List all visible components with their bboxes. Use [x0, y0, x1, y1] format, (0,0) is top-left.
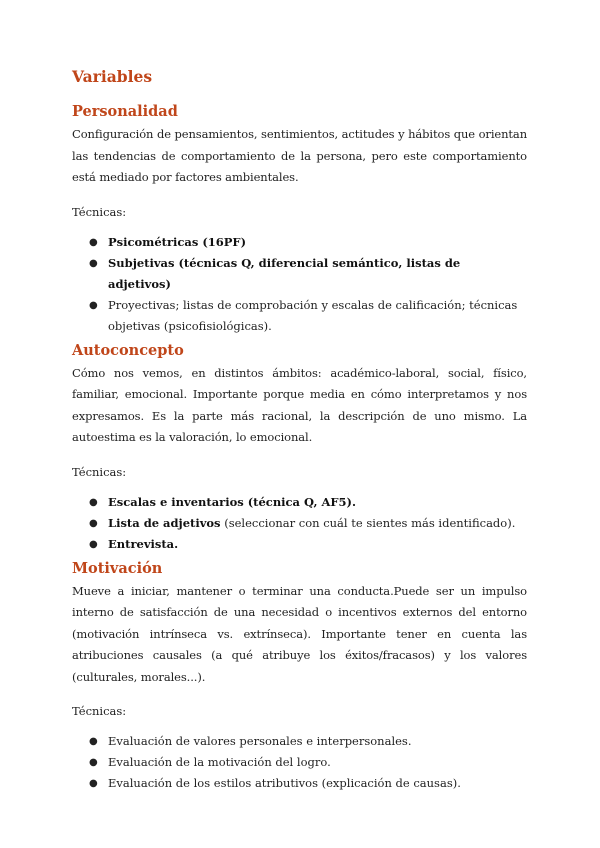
techniques-label: Técnicas:: [72, 204, 127, 219]
document-page: [72, 66, 527, 798]
section-heading: Personalidad: [72, 103, 178, 120]
bullet-icon: ●: [89, 257, 98, 269]
section-autoconcepto: [72, 341, 527, 555]
section-heading: Motivación: [72, 559, 163, 577]
bullet-icon: ●: [89, 236, 98, 248]
section-body: Cómo nos vemos, en distintos ámbitos: académico-laboral, social, físico, familiar, emocional. Importante porque media en cómo interpretamos y nos expresamos. Es la parte más racional, la descripción de uno mismo. La autoestima es la valoración, lo emocional.: [72, 365, 527, 444]
techniques-list: [72, 731, 527, 794]
list-item: [72, 253, 527, 295]
list-item: [72, 534, 527, 555]
list-item: [72, 232, 527, 253]
bullet-icon: ●: [89, 538, 98, 550]
bullet-icon: ●: [89, 517, 98, 529]
document-title: Variables: [72, 67, 153, 86]
list-item: [72, 492, 527, 513]
bullet-icon: ●: [89, 496, 98, 508]
list-item: [72, 295, 527, 337]
section-body: Mueve a iniciar, mantener o terminar una conducta.Puede ser un impulso interno de satisfacción de una necesidad o incentivos externos del entorno (motivación intrínseca vs. extrínseca). Importante tener en cuenta las atribuciones causales (a qué atribuye los éxitos/fracasos) y los valores (culturales, morales...).: [72, 583, 527, 684]
list-item-bold: Subjetivas (técnicas Q, diferencial semántico, listas de adjetivos): [108, 255, 461, 291]
list-item: [72, 731, 527, 752]
list-item-bold: Psicométricas (16PF): [108, 234, 247, 249]
section-body: Configuración de pensamientos, sentimientos, actitudes y hábitos que orientan las tendencias de comportamiento de la persona, pero este comportamiento está mediado por factores ambientales.: [72, 127, 527, 184]
list-item-text: Evaluación de valores personales e interpersonales.: [108, 734, 412, 748]
list-item-bold: Entrevista.: [108, 536, 179, 551]
list-item-text: Proyectivas; listas de comprobación y escalas de calificación; técnicas objetivas (psicofisiológicas).: [108, 297, 518, 333]
list-item-bold: Lista de adjetivos: [108, 515, 221, 530]
bullet-icon: ●: [89, 736, 98, 747]
list-item-bold: Escalas e inventarios (técnica Q, AF5).: [108, 494, 356, 509]
bullet-icon: ●: [89, 757, 98, 768]
list-item: [72, 773, 527, 794]
techniques-list: [72, 492, 527, 555]
techniques-label: Técnicas:: [72, 464, 127, 479]
list-item: [72, 513, 527, 534]
list-item: [72, 752, 527, 773]
list-item-text: Evaluación de la motivación del logro.: [108, 755, 331, 769]
list-item-text: Evaluación de los estilos atributivos (explicación de causas).: [108, 776, 461, 790]
bullet-icon: ●: [89, 299, 98, 311]
list-item-text: (seleccionar con cuál te sientes más identificado).: [220, 515, 516, 530]
bullet-icon: ●: [89, 778, 98, 789]
section-heading: Autoconcepto: [72, 341, 184, 359]
section-motivacion: [72, 559, 527, 795]
section-personalidad: [72, 102, 527, 337]
techniques-list: [72, 232, 527, 337]
techniques-label: Técnicas:: [72, 704, 127, 718]
